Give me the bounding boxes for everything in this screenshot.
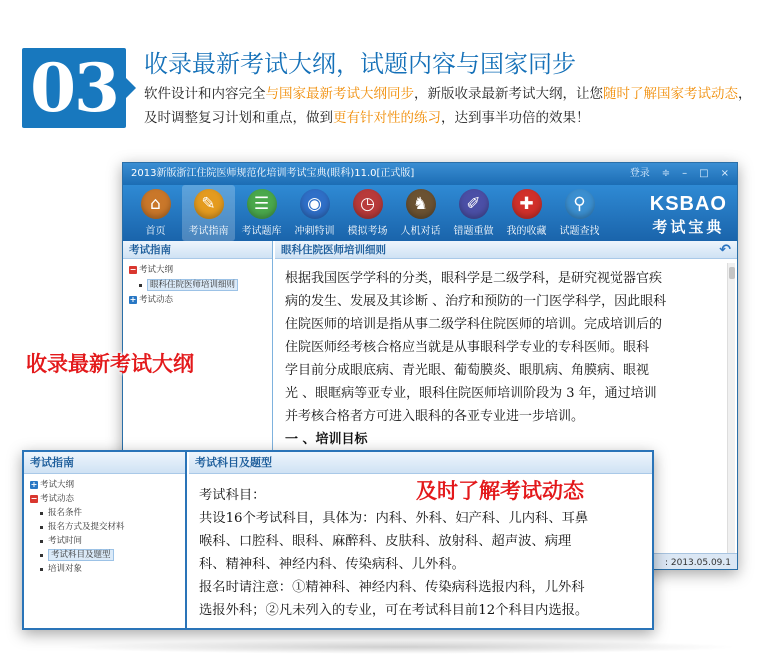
- toolbar-button-1[interactable]: [182, 185, 235, 241]
- step-badge: [22, 48, 126, 128]
- globe-icon: ◉: [300, 189, 330, 219]
- version-date: : 2013.05.09.1: [664, 558, 731, 568]
- zoom-tree-label: 考试大纲: [40, 480, 75, 490]
- close-icon[interactable]: ×: [720, 168, 729, 179]
- window-title: 2013新版浙江住院医师规范化培训考试宝典(眼科)11.0[正式版]: [131, 168, 415, 179]
- zoom-tree-label: 考试动态: [40, 494, 75, 504]
- bullet-icon: [40, 554, 43, 557]
- toolbar-button-5[interactable]: [394, 185, 447, 241]
- title-bar: [123, 163, 737, 185]
- minimize-icon[interactable]: –: [682, 168, 688, 179]
- feature-description: [144, 82, 754, 130]
- back-arrow-icon[interactable]: ↶: [719, 242, 731, 258]
- callout-syllabus: 收录最新考试大纲: [26, 352, 194, 376]
- chess-icon: ♞: [406, 189, 436, 219]
- toolbar-button-7[interactable]: [500, 185, 553, 241]
- skin-menu-icon[interactable]: ≑: [661, 168, 671, 179]
- bullet-icon: [40, 568, 43, 571]
- zoom-sidebar: [24, 452, 187, 628]
- toolbar-button-0[interactable]: [129, 185, 182, 241]
- toolbar-label: 考试题库: [241, 226, 282, 237]
- toolbar-button-2[interactable]: [235, 185, 288, 241]
- desc-text: ，新版收录最新考试大纲，让您: [414, 86, 603, 102]
- toolbar-label: 冲刺特训: [294, 226, 335, 237]
- step-number: 03: [30, 49, 118, 127]
- zoom-content-title: 考试科目及题型: [189, 452, 652, 474]
- logo-text-cn: 考试宝典: [652, 218, 725, 236]
- content-title-text: 眼科住院医师培训细则: [281, 244, 386, 256]
- compass-icon: ✎: [194, 189, 224, 219]
- login-link[interactable]: 登录: [629, 168, 650, 179]
- pen-icon: ✐: [459, 189, 489, 219]
- ksbao-logo: [650, 193, 727, 237]
- toolbar-label: 试题查找: [559, 226, 600, 237]
- article-line: 病的发生、发展及其诊断 、治疗和预防的一门医学科学，因此眼科: [285, 294, 667, 309]
- zoom-article-line: 共设16个考试科目，具体为：内科、外科、妇产科、儿内科、耳鼻: [199, 511, 589, 526]
- toolbar-button-3[interactable]: [288, 185, 341, 241]
- window-controls: [630, 163, 729, 185]
- home-icon: ⌂: [141, 189, 171, 219]
- zoom-tree-child-label: 报名条件: [48, 508, 83, 518]
- books-icon: ☰: [247, 189, 277, 219]
- desc-text: ，达到事半功倍的效果！: [441, 110, 590, 126]
- zoom-tree-item[interactable]: [24, 478, 185, 492]
- maximize-icon[interactable]: □: [699, 168, 709, 179]
- zoom-tree: [24, 474, 185, 576]
- toolbar-label: 模拟考场: [347, 226, 388, 237]
- desc-text: 软件设计和内容完全: [144, 86, 266, 102]
- article-line: 住院医师的培训是指从事二级学科住院医师的培训。完成培训后的: [285, 317, 663, 332]
- bullet-icon: [40, 526, 43, 529]
- floor-shadow: [60, 640, 740, 654]
- toolbar-label: 人机对话: [400, 226, 441, 237]
- zoom-tree-item[interactable]: [24, 492, 185, 506]
- feature-headline: 收录最新考试大纲，试题内容与国家同步: [144, 50, 576, 78]
- clock-icon: ◷: [353, 189, 383, 219]
- article-line: 住院医师经考核合格应当就是从事眼科学专业的专科医师。眼科: [285, 340, 650, 355]
- collapse-icon[interactable]: −: [30, 494, 38, 503]
- tree-item-exam-news[interactable]: [123, 293, 272, 307]
- sidebar-title: 考试指南: [123, 241, 272, 259]
- magnifier-icon: ⚲: [565, 189, 595, 219]
- collapse-icon[interactable]: −: [129, 265, 137, 274]
- tree-child-label: 眼科住院医师培训细则: [147, 279, 238, 291]
- highlight-text: 与国家最新考试大纲同步: [265, 86, 414, 102]
- zoom-article-line: 报名时请注意：①精神科、神经内科、传染病科选报内科，儿外科: [199, 580, 585, 595]
- zoom-article-line: 喉科、口腔科、眼科、麻醉科、皮肤科、放射科、超声波、病理: [199, 534, 572, 549]
- tree-item-label: 考试动态: [139, 295, 174, 305]
- zoom-sidebar-title: 考试指南: [24, 452, 185, 474]
- toolbar-label: 首页: [145, 226, 166, 237]
- toolbar-button-8[interactable]: [553, 185, 606, 241]
- main-toolbar: [123, 185, 737, 241]
- highlight-text: 更有针对性的练习: [333, 110, 441, 126]
- bullet-icon: [40, 540, 43, 543]
- content-title: [275, 241, 737, 259]
- article-text: [285, 267, 721, 451]
- zoom-tree-child-label: 培训对象: [48, 564, 83, 574]
- toolbar-button-6[interactable]: [447, 185, 500, 241]
- highlight-text: 随时了解国家考试动态: [603, 86, 738, 102]
- callout-exam-news: 及时了解考试动态: [416, 479, 584, 503]
- logo-text-en: KSBAO: [649, 193, 727, 215]
- zoom-tree-child-label: 考试科目及题型: [48, 549, 114, 561]
- tree-item-label: 考试大纲: [139, 265, 174, 275]
- toolbar-label: 我的收藏: [506, 226, 547, 237]
- article-line: 光 、眼眶病等亚专业，眼科住院医师培训阶段为 3 年，通过培训: [285, 386, 657, 401]
- article-line: 学目前分成眼底病、青光眼、葡萄膜炎、眼肌病、角膜病、眼视: [285, 363, 650, 378]
- zoom-tree-child-label: 报名方式及提交材料: [48, 522, 125, 532]
- expand-icon[interactable]: +: [30, 480, 38, 489]
- section-heading: 一 、培训目标: [285, 432, 368, 447]
- zoom-tree-child[interactable]: [24, 562, 185, 576]
- zoom-tree-child-label: 考试时间: [48, 536, 83, 546]
- zoom-tree-child[interactable]: [24, 548, 185, 562]
- toolbar-label: 考试指南: [188, 226, 229, 237]
- zoom-article-line: 科、精神科、神经内科、传染病科、儿外科。: [199, 557, 465, 572]
- zoom-tree-child[interactable]: [24, 534, 185, 548]
- toolbar-label: 错题重做: [453, 226, 494, 237]
- scroll-thumb[interactable]: [729, 267, 735, 279]
- article-line: 并考核合格者方可进入眼科的各亚专业进一步培训。: [285, 409, 585, 424]
- zoom-article-line: 考试科目：: [199, 488, 266, 503]
- toolbar-button-4[interactable]: [341, 185, 394, 241]
- desc-text: ，及时调整复习计划和重点，做到: [144, 86, 752, 126]
- gift-icon: ✚: [512, 189, 542, 219]
- zoom-tree-child[interactable]: [24, 520, 185, 534]
- bullet-icon: [139, 284, 142, 287]
- zoom-article-line: 选报外科；②凡未列入的专业，可在考试科目前12个科目内选报。: [199, 603, 589, 618]
- bullet-icon: [40, 512, 43, 515]
- vertical-scrollbar[interactable]: [727, 263, 735, 563]
- zoom-tree-child[interactable]: [24, 506, 185, 520]
- tree-child-training-rules[interactable]: [123, 277, 272, 293]
- expand-icon[interactable]: +: [129, 295, 137, 304]
- tree-item-syllabus[interactable]: [123, 263, 272, 277]
- badge-pointer: [126, 78, 136, 98]
- article-line: 根据我国医学学科的分类，眼科学是二级学科，是研究视觉器官疾: [285, 271, 663, 286]
